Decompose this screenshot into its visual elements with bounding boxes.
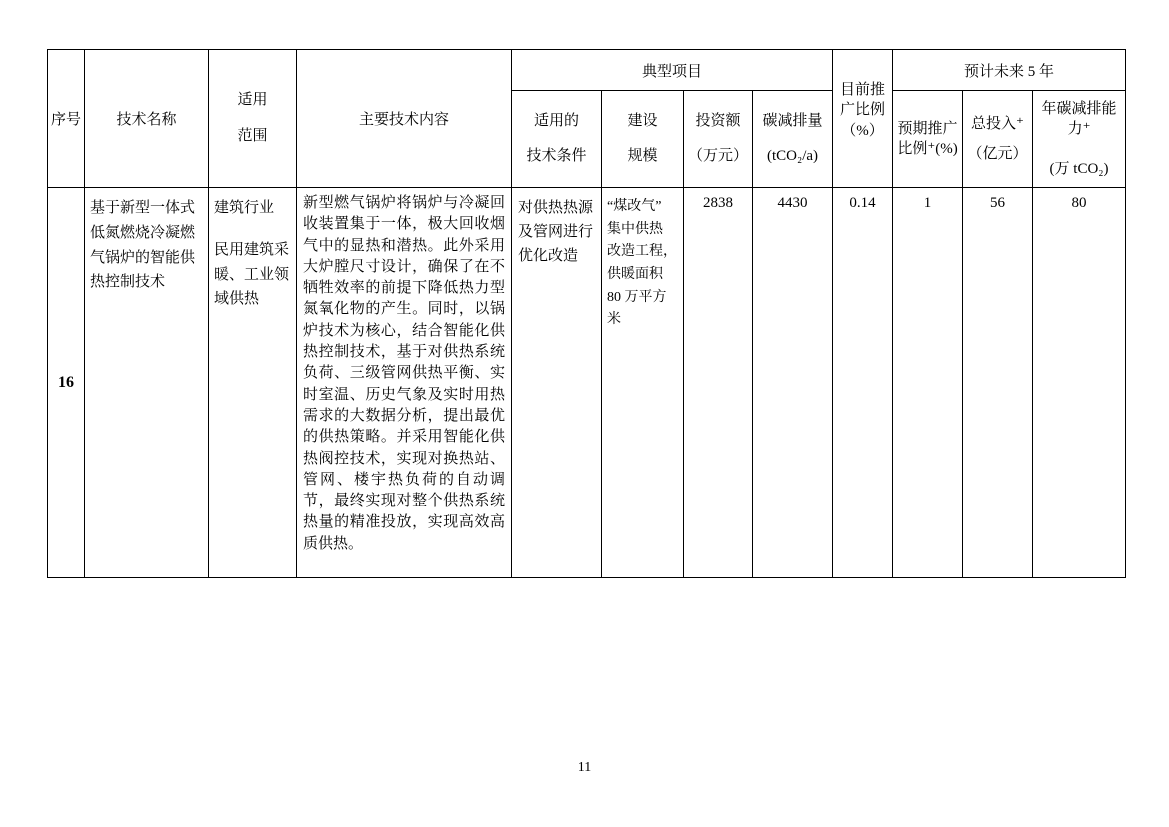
header-tech-conditions: 适用的 技术条件	[512, 91, 602, 188]
header-next-5-years: 预计未来 5 年	[893, 50, 1126, 91]
cell-tech-name: 基于新型一体式低氮燃烧冷凝燃气锅炉的智能供热控制技术	[85, 188, 209, 578]
header-scope: 适用 范围	[209, 50, 297, 188]
header-tech-name: 技术名称	[85, 50, 209, 188]
page-number: 11	[577, 760, 592, 775]
header-annual-carbon-capacity: 年碳减排能 力⁺ (万 tCO₂)	[1033, 91, 1126, 188]
cell-carbon-reduction: 4430	[753, 188, 833, 578]
cell-main-content: 新型燃气锅炉将锅炉与冷凝回收装置集于一体，极大回收烟气中的显热和潜热。此外采用大炉膛尺寸设计，确保了在不牺牲效率的前提下降低热力型氮氧化物的产生。同时，以锅炉技术为核心，结合智能化供热控制技术，基于对供热系统负荷、三级管网供热平衡、实时室温、历史气象及实时用热需求的大数据分析，提出最优的供热策略。并采用智能化供热阀控技术，实现对换热站、管网、楼宇热负荷的自动调节，最终实现对整个供热系统热量的精准投放，实现高效高质供热。	[297, 188, 512, 578]
header-main-content: 主要技术内容	[297, 50, 512, 188]
cell-total-investment: 56	[963, 188, 1033, 578]
header-serial-number: 序号	[48, 50, 85, 188]
cell-serial-number: 16	[48, 188, 85, 578]
header-row-1	[48, 50, 1126, 91]
cell-investment-amount: 2838	[684, 188, 753, 578]
cell-tech-conditions: 对供热热源及管网进行优化改造	[512, 188, 602, 578]
table-row	[48, 188, 1126, 578]
header-typical-project: 典型项目	[512, 50, 833, 91]
header-current-promotion-ratio: 目前推 广比例 （%）	[833, 50, 893, 188]
header-construction-scale: 建设 规模	[602, 91, 684, 188]
header-carbon-reduction: 碳减排量 (tCO₂/a)	[753, 91, 833, 188]
header-total-investment: 总投入⁺ （亿元）	[963, 91, 1033, 188]
cell-scope-detail: 民用建筑采暖、工业领域供热	[214, 241, 290, 308]
header-expected-promotion-ratio: 预期推广 比例⁺(%)	[893, 91, 963, 188]
cell-annual-carbon-capacity: 80	[1033, 188, 1126, 578]
technology-table	[47, 49, 1126, 578]
cell-scope-industry: 建筑行业	[214, 200, 275, 216]
cell-expected-promotion-ratio: 1	[893, 188, 963, 578]
header-investment-amount: 投资额 （万元）	[684, 91, 753, 188]
cell-construction-scale: “煤改气” 集中供热 改造工程， 供暖面积 80 万平方 米	[602, 188, 684, 578]
cell-current-promotion-ratio: 0.14	[833, 188, 893, 578]
cell-scope	[209, 188, 297, 578]
